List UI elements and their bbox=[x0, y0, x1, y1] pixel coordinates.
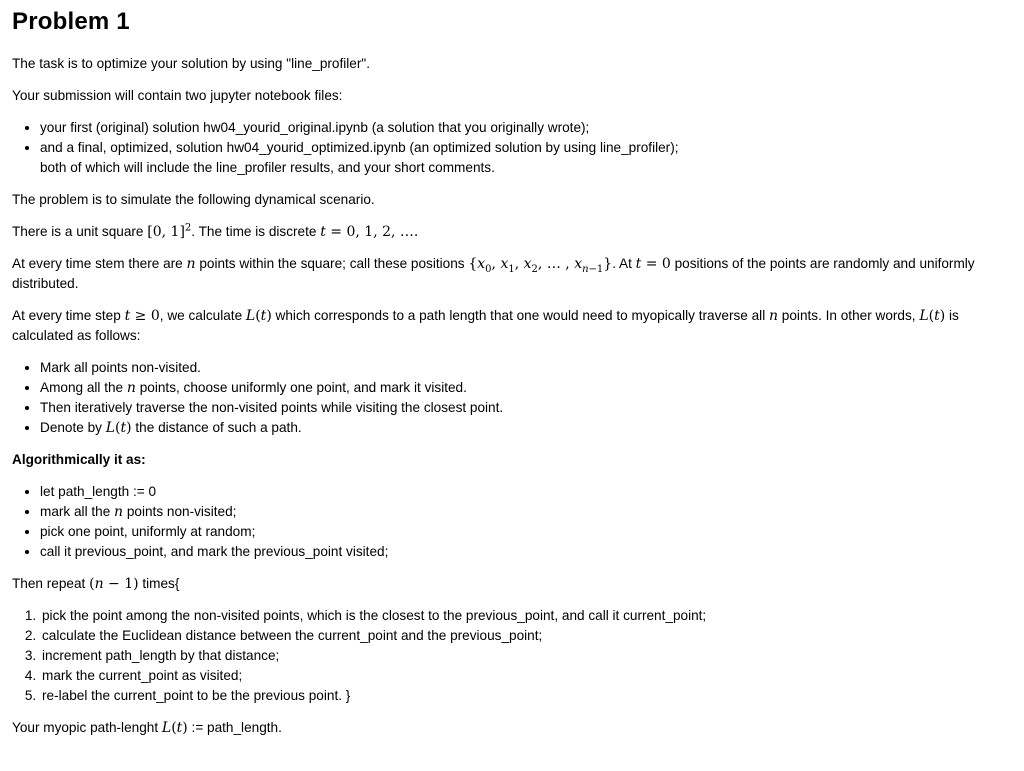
list-item: 1. pick the point among the non-visited points, which is the closest to the previous_point, and call it current_point; bbox=[40, 606, 1012, 626]
list-item: • your first (original) solution hw04_yourid_original.ipynb (a solution that you originally wrote); bbox=[40, 118, 1012, 138]
list-item: • call it previous_point, and mark the previous_point visited; bbox=[40, 542, 1012, 562]
calculation-list bbox=[12, 358, 1012, 438]
repeat-math: (n − 1) bbox=[89, 576, 139, 592]
repeat-paragraph: Then repeat (n − 1) times{ bbox=[12, 576, 180, 592]
Lt-math: L(t) bbox=[919, 308, 946, 324]
submission-list bbox=[12, 118, 1012, 178]
final-paragraph: Your myopic path-lenght L(t) := path_length. bbox=[12, 720, 282, 736]
list-item: • mark all the n points non-visited; bbox=[40, 502, 1012, 522]
list-item: 4. mark the current_point as visited; bbox=[40, 666, 1012, 686]
intro-paragraph: The task is to optimize your solution by using "line_profiler". bbox=[12, 56, 370, 71]
algorithm-heading: Algorithmically it as: bbox=[12, 452, 146, 467]
simulate-paragraph: The problem is to simulate the following dynamical scenario. bbox=[12, 192, 375, 207]
points-paragraph: At every time stem there are n points within the square; call these positions {$x_0$, $x_1$, $x_2$, … , $x_{n-1}$}. At t = 0 positions of the points are randomly and uniformly distributed. bbox=[12, 256, 975, 291]
Lt-math: L(t) bbox=[161, 720, 188, 736]
algorithm-list bbox=[12, 482, 1012, 562]
page-title: Problem 1 bbox=[12, 8, 130, 35]
time-step-paragraph: At every time step t ≥ 0, we calculate L(t) which corresponds to a path length that one would need to myopically traverse all n points. In other words, L(t) is calculated as follows: bbox=[12, 308, 959, 343]
t-cond-math: t ≥ 0 bbox=[124, 308, 160, 324]
list-item: • Then iteratively traverse the non-visited points while visiting the closest point. bbox=[40, 398, 1012, 418]
unit-square-paragraph: There is a unit square [0, 1]$^2$. The time is discrete t = 0, 1, 2, …. bbox=[12, 222, 419, 240]
list-item: 3. increment path_length by that distance; bbox=[40, 646, 1012, 666]
steps-list bbox=[12, 606, 1012, 706]
Lt-math: L(t) bbox=[245, 308, 272, 324]
list-item: 2. calculate the Euclidean distance between the current_point and the previous_point; bbox=[40, 626, 1012, 646]
list-item: • Denote by L(t) the distance of such a path. bbox=[40, 418, 1012, 438]
submission-paragraph: Your submission will contain two jupyter notebook files: bbox=[12, 88, 343, 103]
list-item: • pick one point, uniformly at random; bbox=[40, 522, 1012, 542]
list-item: • Among all the n points, choose uniformly one point, and mark it visited. bbox=[40, 378, 1012, 398]
positions-set-math: {$x_0$, $x_1$, $x_2$, … , $x_{n-1}$} bbox=[468, 256, 613, 275]
unit-square-math: [0, 1]$^2$ bbox=[147, 222, 192, 240]
list-item: • let path_length := 0 bbox=[40, 482, 1012, 502]
list-item: 5. re-label the current_point to be the previous point. } bbox=[40, 686, 1012, 706]
list-item: • and a final, optimized, solution hw04_yourid_optimized.ipynb (an optimized solution by using line_profiler); both of which will include the line_profiler results, and your short comments. bbox=[40, 138, 1012, 178]
list-item: • Mark all points non-visited. bbox=[40, 358, 1012, 378]
t-zero-math: t = 0 bbox=[635, 256, 671, 272]
